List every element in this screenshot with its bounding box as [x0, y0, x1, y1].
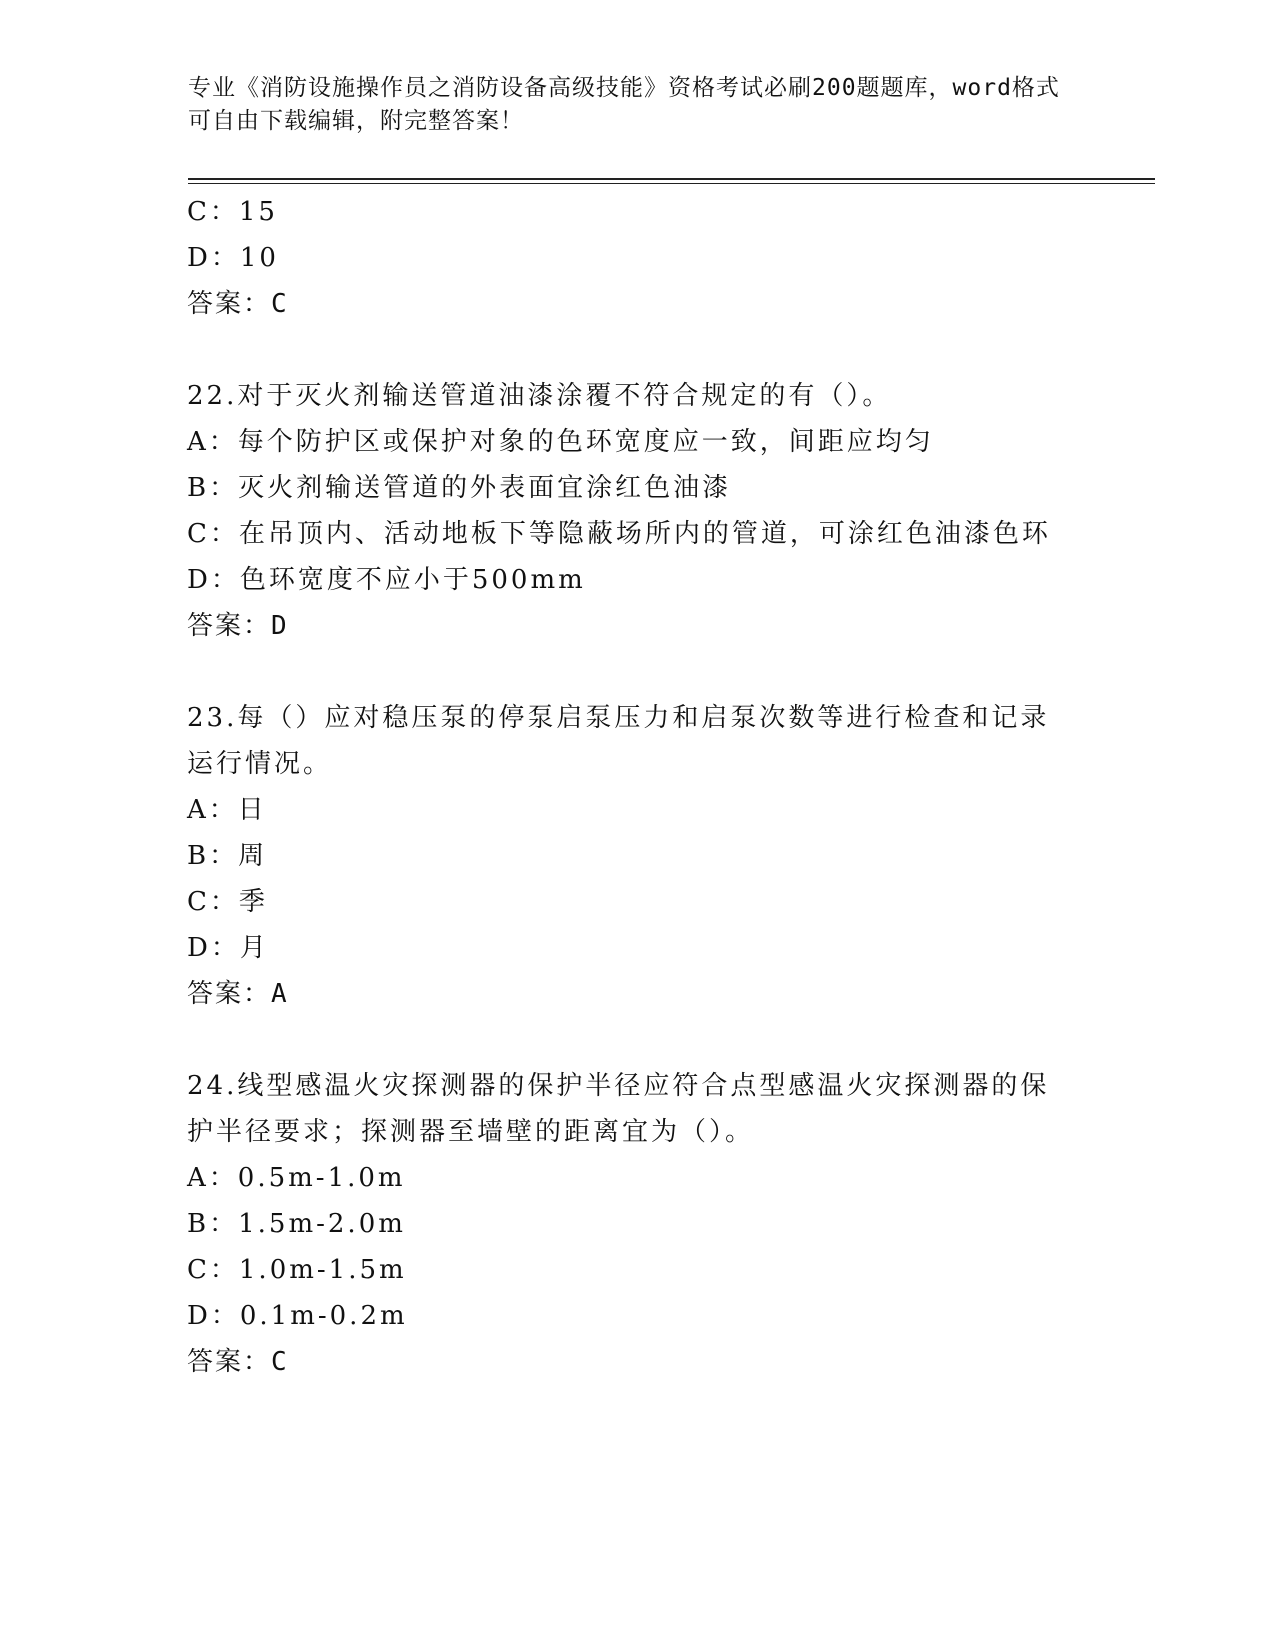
answer-line: 答案：C	[187, 1347, 289, 1377]
option-c: C：15	[187, 197, 278, 227]
answer-line: 答案：C	[187, 289, 289, 319]
option-b: B：1.5m-2.0m	[187, 1209, 406, 1239]
header-divider-thick	[188, 178, 1155, 180]
question-list	[187, 189, 1087, 1385]
option-d: D：月	[187, 933, 269, 963]
spacer	[187, 649, 1087, 695]
option-c: C：在吊顶内、活动地板下等隐蔽场所内的管道，可涂红色油漆色环	[187, 519, 1051, 549]
answer-line: 答案：A	[187, 979, 289, 1009]
option-a: A：每个防护区或保护对象的色环宽度应一致，间距应均匀	[187, 427, 934, 457]
spacer	[187, 1017, 1087, 1063]
answer-line: 答案：D	[187, 611, 289, 641]
option-d: D：0.1m-0.2m	[187, 1301, 408, 1331]
option-a: A：日	[187, 795, 267, 825]
question-stem-22: 22.对于灭火剂输送管道油漆涂覆不符合规定的有（）。	[187, 381, 892, 411]
question-stem-24: 24.线型感温火灾探测器的保护半径应符合点型感温火灾探测器的保护半径要求；探测器至墙壁的距离宜为（）。	[187, 1071, 1050, 1147]
document-header: 专业《消防设施操作员之消防设备高级技能》资格考试必刷200题题库，word格式可自由下载编辑，附完整答案！	[188, 75, 1060, 134]
option-c: C：季	[187, 887, 268, 917]
option-d: D：10	[187, 243, 279, 273]
spacer	[187, 327, 1087, 373]
header-divider-thin	[188, 183, 1155, 184]
option-a: A：0.5m-1.0m	[187, 1163, 406, 1193]
question-stem-23: 23.每（）应对稳压泵的停泵启泵压力和启泵次数等进行检查和记录运行情况。	[187, 703, 1050, 779]
option-b: B：周	[187, 841, 268, 871]
option-b: B：灭火剂输送管道的外表面宜涂红色油漆	[187, 473, 732, 503]
option-c: C：1.0m-1.5m	[187, 1255, 407, 1285]
option-d: D：色环宽度不应小于500mm	[187, 565, 586, 595]
